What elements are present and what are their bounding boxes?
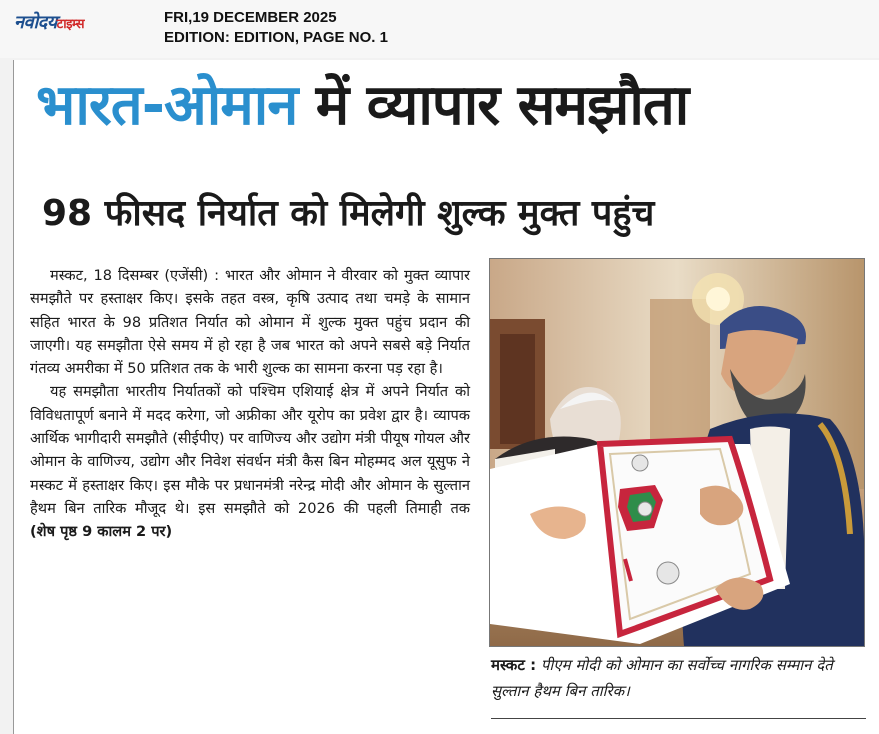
- photo-caption: [491, 652, 869, 704]
- paragraph-2-text: यह समझौता भारतीय निर्यातकों को पश्चिम एशियाई क्षेत्र में अपने निर्यात को विविधतापूर्ण बनाने में मदद करेगा, जो अफ्रीका और यूरोप का प्रवेश द्वार है। व्यापक आर्थिक भागीदारी समझौते (सीईपीए) पर वाणिज्य और उद्योग मंत्री पीयूष गोयल और ओमान के वाणिज्य, उद्योग और निवेश संवर्धन मंत्री कैस बिन मोहम्मद अल यूसुफ ने मस्कट में हस्ताक्षर किए। इस मौके पर प्रधानमंत्री नरेन्द्र मोदी और ओमान के सुल्तान हैथम बिन तारिक मौजूद थे। इस समझौते को 2026 की पहली तिमाही तक: [30, 383, 470, 517]
- masthead-bar: [0, 0, 879, 58]
- subheadline: 98 फीसद निर्यात को मिलेगी शुल्क मुक्त पहुंच: [42, 193, 655, 234]
- article-paragraph-1: मस्कट, 18 दिसम्बर (एजेंसी) : भारत और ओमान ने वीरवार को मुक्त व्यापार समझौते पर हस्ताक्षर किए। इसके तहत वस्त्र, कृषि उत्पाद तथा चमड़े के सामान सहित भारत के 98 प्रतिशत निर्यात को ओमान में शुल्क मुक्त पहुंच प्रदान की जाएगी। यह समझौता ऐसे समय में हो रहा है जब भारत को अपने सबसे बड़े निर्यात गंतव्य अमरीका में 50 प्रतिशत तक के भारी शुल्क का सामना करना पड़ रहा है।: [30, 267, 470, 378]
- headline-rest: में व्यापार समझौता: [297, 73, 689, 138]
- logo-sub-text: टाइम्स: [56, 17, 84, 32]
- caption-text: पीएम मोदी को ओमान का सर्वोच्च नागरिक सम्मान देते सुल्तान हैथम बिन तारिक।: [491, 656, 833, 700]
- photo-illustration: [490, 259, 864, 646]
- article-body: [30, 264, 470, 544]
- news-photo: [489, 258, 865, 647]
- caption-dateline: मस्कट :: [491, 656, 537, 674]
- logo-main-text: नवोदय: [14, 12, 57, 33]
- headline-highlight: भारत-ओमान: [36, 73, 298, 138]
- edition-line: EDITION: EDITION, PAGE NO. 1: [164, 29, 388, 46]
- caption-divider: [491, 718, 866, 719]
- continued-on-note: (शेष पृष्ठ 9 कालम 2 पर): [30, 523, 173, 541]
- headline: [36, 66, 876, 146]
- newspaper-logo: [14, 10, 84, 34]
- article-paragraph-2: [30, 380, 470, 543]
- edition-meta: [164, 8, 388, 48]
- newspaper-page: [13, 60, 879, 734]
- date-line: FRI,19 DECEMBER 2025: [164, 9, 337, 26]
